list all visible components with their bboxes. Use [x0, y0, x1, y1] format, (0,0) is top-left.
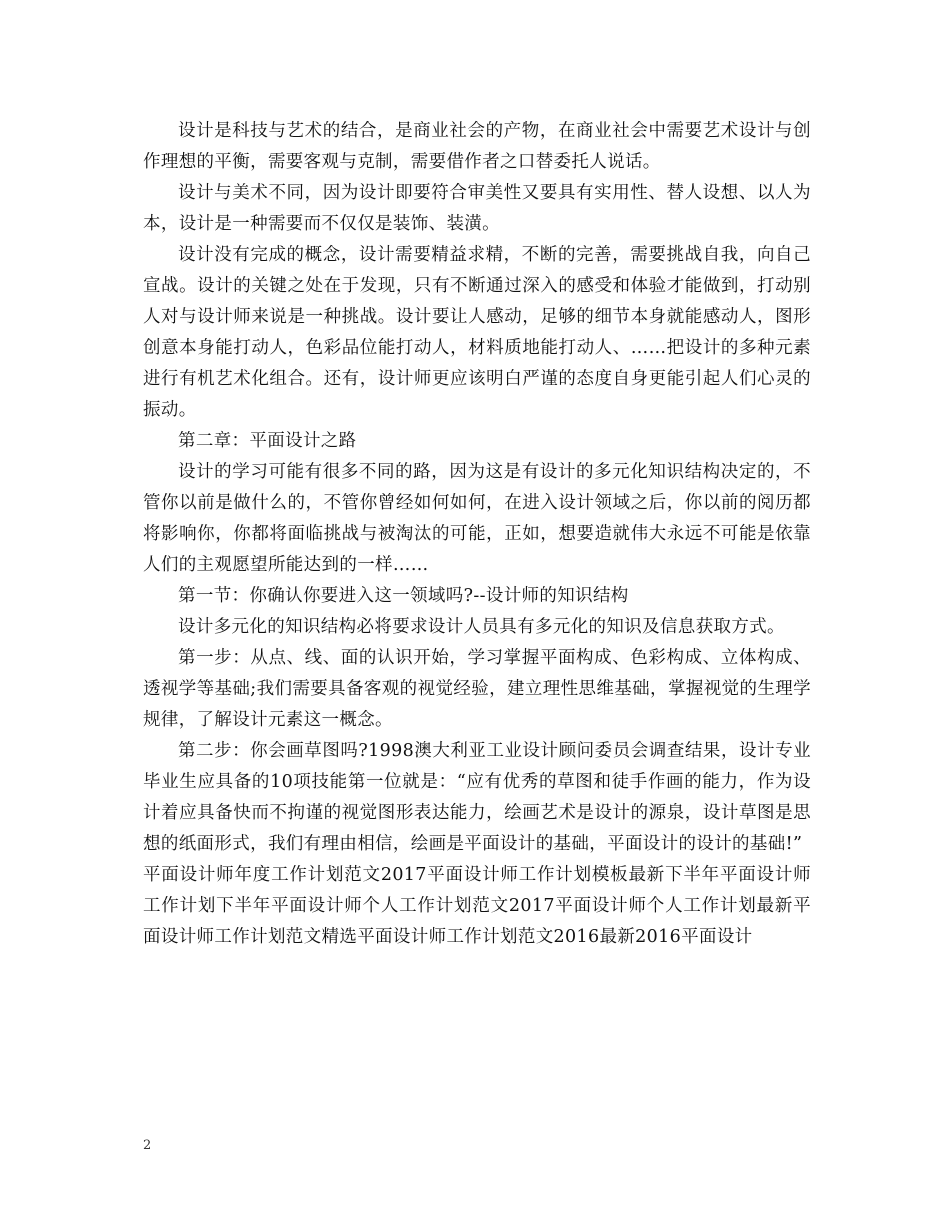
paragraph-step-one: 第一步：从点、线、面的认识开始，学习掌握平面构成、色彩构成、立体构成、透视学等基础;我们需要具备客观的视觉经验，建立理性思维基础，掌握视觉的生理学规律，了解设计元素这一概念。: [143, 648, 811, 730]
paragraph-design-definition: 设计是科技与艺术的结合，是商业社会的产物，在商业社会中需要艺术设计与创作理想的平衡，需要客观与克制，需要借作者之口替委托人说话。: [143, 121, 811, 172]
paragraph-design-vs-art: 设计与美术不同，因为设计即要符合审美性又要具有实用性、替人设想、以人为本，设计是一种需要而不仅仅是装饰、装潢。: [143, 183, 811, 234]
page-number: 2: [143, 1138, 152, 1153]
paragraph-design-learning: 设计的学习可能有很多不同的路，因为这是有设计的多元化知识结构决定的，不管你以前是做什么的，不管你曾经如何如何，在进入设计领域之后，你以前的阅历都将影响你，你都将面临挑战与被淘汰的可能，正如，想要造就伟大永远不可能是依靠人们的主观愿望所能达到的一样……: [143, 462, 811, 575]
paragraph-step-two: 第二步：你会画草图吗?1998澳大利亚工业设计顾问委员会调查结果，设计专业毕业生应具备的10项技能第一位就是：“应有优秀的草图和徒手作画的能力，作为设计着应具备快而不拘谨的视觉图形表达能力，绘画艺术是设计的源泉，设计草图是思想的纸面形式，我们有理由相信，绘画是平面设计的基础，平面设计的设计的基础!”: [143, 741, 811, 854]
paragraph-knowledge-structure: 设计多元化的知识结构必将要求设计人员具有多元化的知识及信息获取方式。: [178, 617, 785, 637]
section-heading: 第一节：你确认你要进入这一领域吗?--设计师的知识结构: [178, 586, 629, 606]
paragraph-design-challenge: 设计没有完成的概念，设计需要精益求精，不断的完善，需要挑战自我，向自己宣战。设计的关键之处在于发现，只有不断通过深入的感受和体验才能做到，打动别人对与设计师来说是一种挑战。设计要让人感动，足够的细节本身就能感动人，图形创意本身能打动人，色彩品位能打动人，材料质地能打动人、……把设计的多种元素进行有机艺术化组合。还有，设计师更应该明白严谨的态度自身更能引起人们心灵的振动。: [143, 245, 811, 420]
related-articles-text: 平面设计师年度工作计划范文2017平面设计师工作计划模板最新下半年平面设计师工作计划下半年平面设计师个人工作计划范文2017平面设计师个人工作计划最新平面设计师工作计划范文精选平面设计师工作计划范文2016最新2016平面设计: [143, 865, 811, 947]
document-body: [143, 116, 811, 953]
chapter-heading: 第二章：平面设计之路: [178, 431, 357, 451]
